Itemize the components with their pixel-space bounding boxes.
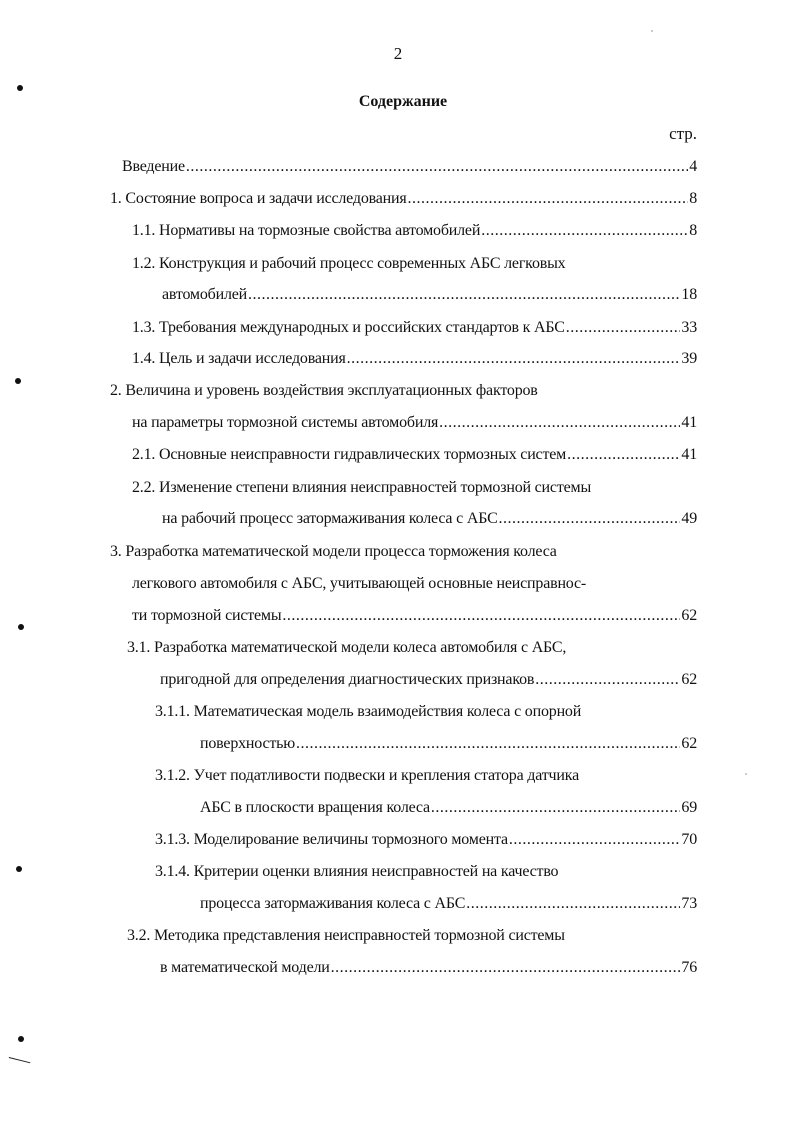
toc-entry-page: 8 <box>689 222 697 239</box>
binder-mark <box>15 378 21 384</box>
dot-leader <box>408 188 689 210</box>
toc-entry-title: ти тормозной системы <box>132 607 282 624</box>
binder-mark <box>16 866 22 872</box>
dot-leader <box>499 508 681 530</box>
toc-entry-continuation <box>162 508 697 530</box>
dot-leader <box>296 733 680 755</box>
toc-entry-title: 1.1. Нормативы на тормозные свойства автомобилей <box>132 222 481 239</box>
toc-entry <box>127 637 566 659</box>
binder-mark <box>17 85 23 91</box>
dot-leader <box>248 284 680 306</box>
toc-entry-title: процесса затормаживания колеса с АБС <box>200 895 466 912</box>
binder-mark <box>18 1036 24 1042</box>
toc-entry <box>122 156 697 178</box>
scan-speck <box>745 773 747 775</box>
toc-entry-continuation <box>200 733 697 755</box>
toc-entry <box>132 220 697 242</box>
dot-leader <box>431 797 680 819</box>
toc-entry <box>132 317 697 339</box>
toc-entry <box>155 829 697 851</box>
toc-entry-title: автомобилей <box>162 286 248 303</box>
page-number: 2 <box>393 44 403 63</box>
toc-title: Содержание <box>358 93 448 110</box>
toc-entry-title: в математической модели <box>160 959 330 976</box>
toc-entry-title: пригодной для определения диагностических признаков <box>160 671 535 688</box>
dot-leader <box>509 829 681 851</box>
toc-entry-title: 1.3. Требования международных и российских стандартов к АБС <box>132 319 565 336</box>
toc-entry-title: 3.1.3. Моделирование величины тормозного момента <box>155 831 508 848</box>
toc-entry-page: 41 <box>681 446 697 463</box>
toc-entry-continuation <box>200 893 697 915</box>
dot-leader <box>186 156 688 178</box>
dot-leader <box>567 444 680 466</box>
toc-entry-title: 3.1.4. Критерии оценки влияния неисправностей на качество <box>155 863 559 880</box>
dot-leader <box>282 605 680 627</box>
toc-entry-title: 2.1. Основные неисправности гидравлических тормозных систем <box>132 446 567 463</box>
toc-entry-continuation <box>200 797 697 819</box>
toc-entry-title: 3. Разработка математической модели процесса торможения колеса <box>110 543 557 560</box>
page-column-header: стр. <box>669 124 697 143</box>
toc-entry-page: 70 <box>681 831 697 848</box>
toc-entry <box>132 348 697 370</box>
toc-entry-title: 2.2. Изменение степени влияния неисправностей тормозной системы <box>132 479 591 496</box>
dot-leader <box>439 412 680 434</box>
toc-entry-page: 73 <box>681 895 697 912</box>
toc-entry-page: 8 <box>689 190 697 207</box>
toc-entry-page: 18 <box>681 286 697 303</box>
toc-entry-title: на параметры тормозной системы автомобиля <box>132 414 439 431</box>
toc-entry-title: 3.2. Методика представления неисправностей тормозной системы <box>127 927 565 944</box>
toc-entry <box>132 477 591 499</box>
toc-entry-title: 3.1.1. Математическая модель взаимодействия колеса с опорной <box>155 703 582 720</box>
toc-entry-page: 62 <box>681 735 697 752</box>
scan-speck <box>651 30 653 32</box>
toc-entry <box>110 380 538 402</box>
toc-entry-continuation <box>162 284 697 306</box>
toc-entry-title: Введение <box>122 158 185 175</box>
toc-entry-page: 69 <box>681 799 697 816</box>
binder-mark <box>18 624 24 630</box>
toc-entry-continuation <box>160 669 697 691</box>
toc-entry-continuation <box>160 957 697 979</box>
dot-leader <box>566 317 681 339</box>
toc-entry-title: 1.2. Конструкция и рабочий процесс современных АБС легковых <box>132 255 566 272</box>
toc-entry-page: 62 <box>681 671 697 688</box>
toc-entry-page: 4 <box>689 158 697 175</box>
toc-entry <box>132 253 565 275</box>
toc-entry-continuation <box>132 412 697 434</box>
dot-leader <box>466 893 680 915</box>
toc-entry-title: легкового автомобиля с АБС, учитывающей основные неисправнос- <box>132 575 587 592</box>
toc-entry-title: АБС в плоскости вращения колеса <box>200 799 430 816</box>
toc-entry-continuation <box>132 573 586 595</box>
toc-entry <box>132 444 697 466</box>
toc-entry-title: 2. Величина и уровень воздействия эксплуатационных факторов <box>110 382 538 399</box>
toc-entry-title: 3.1.2. Учет податливости подвески и крепления статора датчика <box>155 767 579 784</box>
toc-entry-page: 39 <box>681 350 697 367</box>
toc-entry-page: 41 <box>681 414 697 431</box>
dot-leader <box>331 957 681 979</box>
dot-leader <box>535 669 680 691</box>
toc-entry-title: поверхностью <box>200 735 296 752</box>
toc-entry-title: 1.4. Цель и задачи исследования <box>132 350 346 367</box>
dot-leader <box>481 220 688 242</box>
toc-entry-title: на рабочий процесс затормаживания колеса с АБС <box>162 510 498 527</box>
toc-entry-page: 76 <box>681 959 697 976</box>
toc-entry-page: 33 <box>681 319 697 336</box>
toc-entry <box>127 925 565 947</box>
toc-entry-title: 3.1. Разработка математической модели колеса автомобиля с АБС, <box>127 639 567 656</box>
dot-leader <box>347 348 681 370</box>
toc-entry <box>155 765 579 787</box>
toc-entry <box>110 188 697 210</box>
toc-entry-continuation <box>132 605 697 627</box>
toc-entry-page: 62 <box>681 607 697 624</box>
toc-entry <box>155 861 558 883</box>
toc-entry-title: 1. Состояние вопроса и задачи исследования <box>110 190 407 207</box>
toc-entry <box>155 701 581 723</box>
toc-entry-page: 49 <box>681 510 697 527</box>
toc-entry <box>110 541 557 563</box>
